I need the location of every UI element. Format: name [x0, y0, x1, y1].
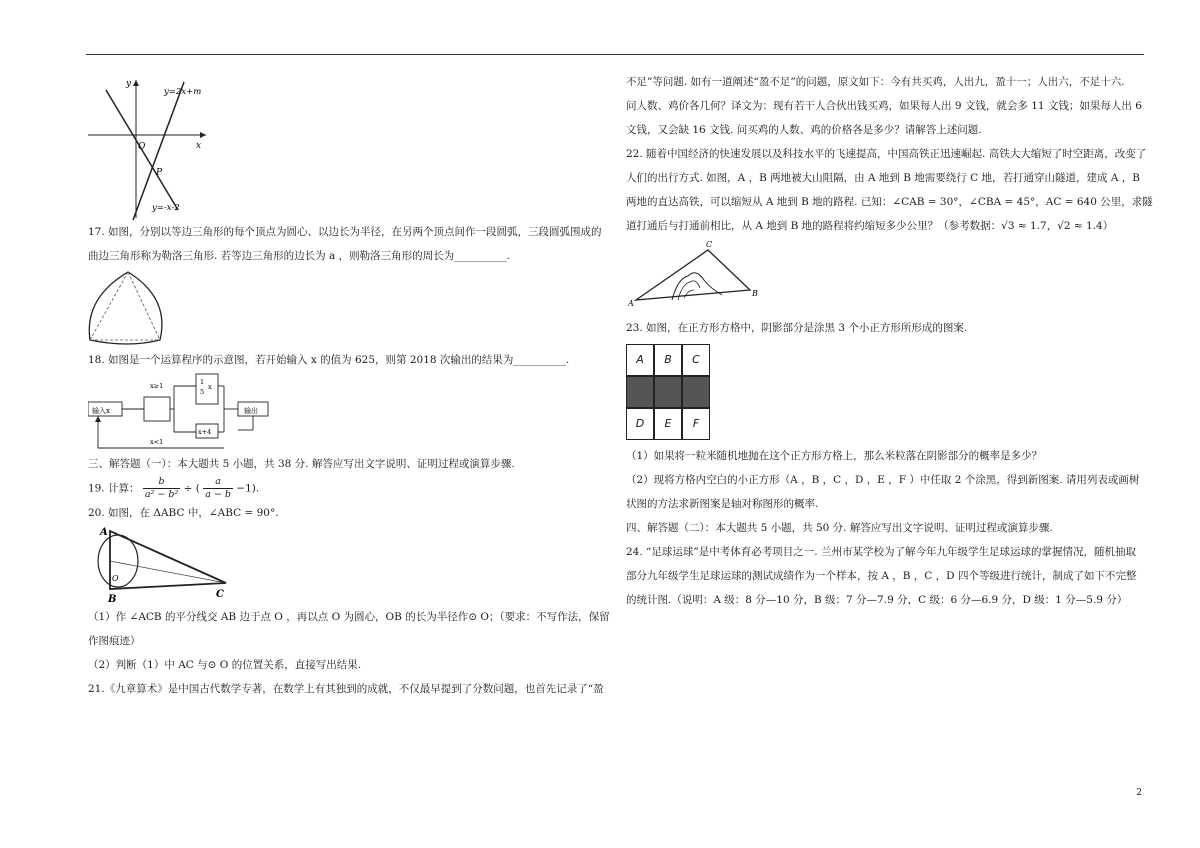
square-grid-figure	[626, 344, 710, 440]
q19-f1-denominator: a² − b²	[144, 489, 179, 500]
reuleaux-figure	[88, 268, 178, 348]
flow-cond2: x<1	[150, 438, 164, 446]
section-3-heading: 三、解答题（一）：本大题共 5 小题，共 38 分. 解答应写出文字说明、证明过程或演算步骤.	[88, 458, 515, 470]
point-b-label: B	[752, 289, 758, 298]
q19-f2-denominator: a − b	[205, 489, 231, 500]
grid-cell-shaded	[626, 376, 654, 408]
flow-op2: x+4	[198, 428, 212, 436]
q19-text	[88, 476, 608, 501]
grid-cell-f: F	[682, 408, 710, 440]
grid-cell-shaded	[682, 376, 710, 408]
q19-prefix: 19. 计算：	[88, 482, 140, 495]
point-o-label: O	[112, 574, 119, 583]
point-c-label: C	[216, 589, 224, 600]
left-column	[88, 70, 608, 701]
q17-text: 17. 如图，分别以等边三角形的每个顶点为圆心、以边长为半径，在另两个顶点间作一段圆弧，三段圆弧围成的	[88, 226, 602, 238]
triangle-figure-20	[88, 525, 238, 605]
grid-cell-d: D	[626, 408, 654, 440]
q22-text-cont3: 道打通后与打通前相比，从 A 地到 B 地的路程将约缩短多少公里？（参考数据：√3 ≈ 1.7，√2 ≈ 1.4）	[626, 220, 1114, 232]
q20-part1-cont: 作图痕迹）	[88, 635, 141, 647]
q24-text: 24. “足球运球”是中考体育必考项目之一. 兰州市某学校为了解今年九年级学生足球运球的掌握情况，随机抽取	[626, 546, 1136, 558]
point-b-label: B	[108, 594, 117, 605]
q23-part2-cont: 状图的方法求新图案是轴对称图形的概率.	[626, 498, 819, 510]
q21-text-cont: 不足”等问题. 如有一道阐述“盈不足”的问题，原文如下：今有共买鸡，人出九，盈十一；人出六，不足十六.	[626, 76, 1125, 88]
mountain-figure-22	[626, 238, 776, 316]
q18-text: 18. 如图是一个运算程序的示意图，若开始输入 x 的值为 625，则第 2018 次输出的结果为__________.	[88, 354, 570, 366]
q19-suffix: −1).	[236, 482, 260, 495]
q19-f1-numerator: b	[143, 476, 180, 489]
flow-op1-den: 5	[200, 388, 205, 396]
q24-text-cont2: 的统计图.（说明：A 级：8 分—10 分，B 级：7 分—7.9 分，C 级：6 分—6.9 分，D 级：1 分—5.9 分）	[626, 594, 1128, 606]
point-a-label: A	[100, 527, 108, 538]
origin-label: O	[138, 142, 146, 152]
q22-text-cont: 人们的出行方式. 如图，A ，B 两地被大山阻隔，由 A 地到 B 地需要绕行 C 地，若打通穿山隧道，建成 A ，B	[626, 172, 1140, 184]
grid-cell-b: B	[654, 344, 682, 376]
grid-cell-c: C	[682, 344, 710, 376]
point-c-label: C	[706, 240, 713, 249]
q19-fraction-2	[203, 476, 233, 501]
flow-op1-x: x	[208, 383, 212, 391]
q17-text-cont: 曲边三角形称为勒洛三角形. 若等边三角形的边长为 a ，则勒洛三角形的周长为__________.	[88, 250, 510, 262]
q21-text-cont2: 问人数、鸡价各几何？译文为：现有若干人合伙出钱买鸡，如果每人出 9 文钱，就会多 11 文钱；如果每人出 6	[626, 100, 1142, 112]
q21-text: 21.《九章算术》是中国古代数学专著，在数学上有其独到的成就，不仅最早提到了分数问题，也首先记录了“盈	[88, 683, 604, 695]
flow-cond1: x≥1	[150, 382, 164, 390]
flow-op1-num: 1	[200, 378, 205, 386]
flow-input: 输入x	[92, 407, 110, 415]
right-column	[626, 70, 1153, 612]
line1-label: y=2x+m	[164, 87, 202, 97]
q20-part1: （1）作 ∠ACB 的平分线交 AB 边于点 O ，再以点 O 为圆心，OB 的长为半径作⊙ O；（要求：不写作法，保留	[88, 611, 610, 623]
section-4-heading: 四、解答题（二）：本大题共 5 小题，共 50 分. 解答应写出文字说明、证明过程或演算步骤.	[626, 522, 1053, 534]
q19-divide: ÷ (	[183, 482, 200, 495]
grid-cell-a: A	[626, 344, 654, 376]
grid-cell-shaded	[654, 376, 682, 408]
header-rule	[86, 54, 1144, 55]
q20-text: 20. 如图，在 ΔABC 中，∠ABC = 90°.	[88, 507, 279, 519]
q23-part1: （1）如果将一粒米随机地抛在这个正方形方格上，那么米粒落在阴影部分的概率是多少？	[626, 450, 1043, 462]
q19-fraction-1	[143, 476, 180, 501]
q21-text-cont3: 文钱，又会缺 16 文钱. 问买鸡的人数、鸡的价格各是多少？请解答上述问题.	[626, 124, 982, 136]
q24-text-cont: 部分九年级学生足球运球的测试成绩作为一个样本，按 A ，B ，C ，D 四个等级进行统计，制成了如下不完整	[626, 570, 1137, 582]
grid-cell-e: E	[654, 408, 682, 440]
q22-text-cont2: 两地的直达高铁，可以缩短从 A 地到 B 地的路程. 已知：∠CAB = 30°，∠CBA = 45°，AC = 640 公里，求隧	[626, 196, 1153, 208]
q23-text: 23. 如图，在正方形方格中，阴影部分是涂黑 3 个小正方形所形成的图案.	[626, 322, 968, 334]
q22-text: 22. 随着中国经济的快速发展以及科技水平的飞速提高，中国高铁正迅速崛起. 高铁大大缩短了时空距离，改变了	[626, 148, 1147, 160]
axis-y-label: y	[126, 79, 132, 89]
point-a-label: A	[628, 299, 634, 308]
point-p-label: P	[156, 168, 163, 178]
q23-part2: （2）现将方格内空白的小正方形（A ，B ，C ，D ，E ，F ）中任取 2 个涂黑，得到新图案. 请用列表或画树	[626, 474, 1140, 486]
page-number: 2	[1136, 788, 1142, 798]
axis-x-label: x	[196, 141, 202, 151]
q20-part2: （2）判断（1）中 AC 与⊙ O 的位置关系，直接写出结果.	[88, 659, 362, 671]
graph-figure-16	[88, 70, 218, 220]
line2-label: y=-x-2	[152, 203, 180, 213]
flowchart-figure	[88, 372, 288, 452]
flow-output: 输出	[244, 407, 258, 415]
q19-f2-numerator: a	[203, 476, 233, 489]
